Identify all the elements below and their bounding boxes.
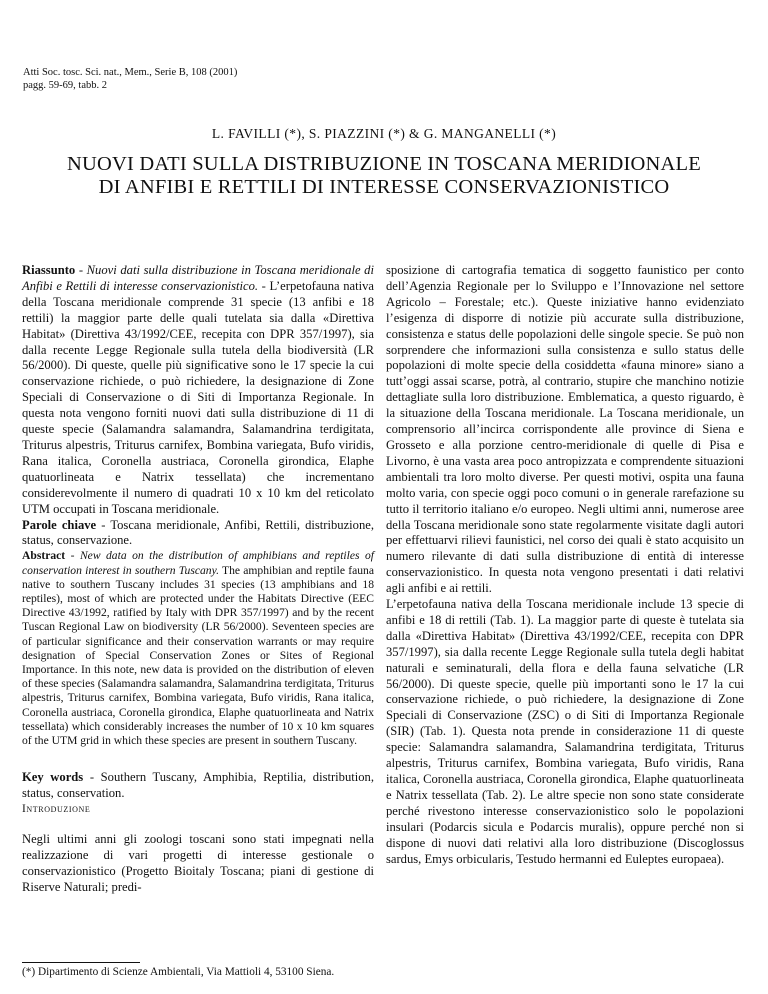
abstract-body: The amphibian and reptile fauna native to southern Tuscany includes 31 species (13 amphibians and 18 reptiles), most of which are protected under the Habitats Directive (EEC Directive 43/1992, ratified by Italy with DPR 357/1997) and by the recent Tuscan Regional Law on biodiversity (LR 56/2000). Seventeen species are of particular significance and their conservation warrants or may require designation of Special Conservation Zones or Sites of Regional Importance. In this note, new data is provided on the distribution of eleven of these species (Salamandra salamandra, Salamandrina terdigitata, Triturus alpestris, Triturus carnifex, Bombina variegata, Bufo viridis, Rana italica, Coronella austriaca, Coronella girondica, Elaphe quatuorlineata and Natrix tessellata) which considerably increases the number of 10 x 10 km squares of the UTM grid in which these species are present in southern Tuscany. [22,563,374,747]
riassunto-title: Nuovi dati sulla distribuzione in Toscana meridionale di Anfibi e Rettili di interesse conservazionistico. [22,263,374,293]
journal-citation [23,66,323,92]
left-column [22,263,374,896]
journal-line-1: Atti Soc. tosc. Sci. nat., Mem., Serie B, 108 (2001) [23,67,238,78]
riassunto-paragraph: Riassunto - Nuovi dati sulla distribuzione in Toscana meridionale di Anfibi e Rettili di interesse conservazionistico. - L’erpetofauna nativa della Toscana meridionale comprende 31 specie (13 anfibi e 18 rettili) la maggior parte delle quali tutelata sia dalla «Direttiva Habitat» (Direttiva 43/1992/CEE, recepita con DPR 357/1997), sia dalla recente Legge Regionale sulla tutela della biodiversità (LR 56/2000). Di queste, quelle più significative sono le 17 specie la cui conservazione richiede, o può richiedere, la designazione di Zone Speciali di Conservazione o di Siti di Importanza Regionale. In questa nota vengono forniti nuovi dati sulla distribuzione di 11 di queste specie (Salamandra salamandra, Salamandrina terdigitata, Triturus alpestris, Triturus carnifex, Bombina variegata, Bufo viridis, Rana italica, Coronella austriaca, Coronella girondica, Elaphe quatuorlineata e Natrix tessellata) che incrementano considerevolmente il numero di quadrati 10 x 10 km del reticolato UTM occupati in Toscana meridionale. [22,263,374,516]
footnote-divider [22,962,140,963]
riassunto-body: L’erpetofauna nativa della Toscana meridionale comprende 31 specie (13 anfibi e 18 rettili) la maggior parte delle quali tutelata sia dalla «Direttiva Habitat» (Direttiva 43/1992/CEE, recepita con DPR 357/1997), sia dalla recente Legge Regionale sulla tutela della biodiversità (LR 56/2000). Di queste, quelle più significative sono le 17 specie la cui conservazione richiede, o può richiedere, la designazione di Zone Speciali di Conservazione o di Siti di Importanza Regionale. In questa nota vengono forniti nuovi dati sulla distribuzione di 11 di queste specie (Salamandra salamandra, Salamandrina terdigitata, Triturus alpestris, Triturus carnifex, Bombina variegata, Bufo viridis, Rana italica, Coronella austriaca, Coronella girondica, Elaphe quatuorlineata e Natrix tessellata) che incrementano considerevolmente il numero di quadrati 10 x 10 km del reticolato UTM occupati in Toscana meridionale. [22,278,374,516]
paper-title [20,153,748,199]
introduzione-heading-text: Introduzione [22,802,91,815]
footnote-affiliation: (*) Dipartimento di Scienze Ambientali, Via Mattioli 4, 53100 Siena. [22,966,335,978]
abstract-title: New data on the distribution of amphibians and reptiles of conservation interest in southern Tuscany. [22,549,374,577]
introduzione-paragraph: Negli ultimi anni gli zoologi toscani sono stati impegnati nella realizzazione di vari progetti di interesse gestionale o conservazionistico (Progetto Bioitaly Toscana; piani di gestione di Riserve Naturali; predi- [22,831,374,894]
paper-title-line-1: NUOVI DATI SULLA DISTRIBUZIONE IN TOSCANA MERIDIONALE [67,153,701,175]
journal-line-2: pagg. 59-69, tabb. 2 [23,80,107,91]
key-words-label: Key words [22,770,84,785]
right-column [386,263,744,867]
riassunto-label: Riassunto [22,263,76,277]
abstract-label: Abstract [22,549,66,563]
abstract-paragraph: Abstract - New data on the distribution of amphibians and reptiles of conservation interest in southern Tuscany. The amphibian and reptile fauna native to southern Tuscany includes 31 species (13 amphibians and 18 reptiles), most of which are protected under the Habitats Directive (EEC Directive 43/1992, ratified by Italy with DPR 357/1997) and by the recent Tuscan Regional Law on biodiversity (LR 56/2000). Seventeen species are of particular significance and their conservation warrants or may require designation of Special Conservation Zones or Sites of Regional Importance. In this note, new data is provided on the distribution of eleven of these species (Salamandra salamandra, Salamandrina terdigitata, Triturus alpestris, Triturus carnifex, Bombina variegata, Bufo viridis, Rana italica, Coronella austriaca, Coronella girondica, Elaphe quatuorlineata and Natrix tessellata) which considerably increases the number of 10 x 10 km squares of the UTM grid in which these species are present in southern Tuscany. [22,549,374,747]
key-words-paragraph: Key words - Southern Tuscany, Amphibia, Reptilia, distribution, status, conservation. [22,770,374,801]
body-paragraph-2: L’erpetofauna nativa della Toscana meridionale include 13 specie di anfibi e 18 di rettili (Tab. 1). La maggior parte di queste è tutelata sia dalla «Direttiva Habitat» (Direttiva 43/1992/CEE, recepita con DPR 357/1997), sia dalla recente Legge Regionale sulla tutela degli habitat naturali e seminaturali, della flora e della fauna selvatiche (LR 56/2000). Di queste specie, quelle più importanti sono le 17 la cui conservazione richiede, o può richiedere, la designazione di Zone Speciali di Conservazione (ZSC) o di Siti di Importanza Regionale (SIR) (Tab. 1). Questa nota prende in considerazione 11 di queste specie: Salamandra salamandra, Salamandrina terdigitata, Triturus alpestris, Triturus carnifex, Bombina variegata, Bufo viridis, Rana italica, Coronella austriaca, Coronella girondica, Elaphe quatuorlineata e Natrix tessellata (Tab. 2). Le altre specie non sono state considerate perché rivestono interesse conservazionistico solo le popolazioni insulari (Podarcis sicula e Podarcis muralis), oppure perché non si dispone di nuovi dati relativi alla loro distribuzione (Discoglossus sardus, Emys orbicularis, Testudo hermanni ed Euleptes europaea). [386,597,744,866]
body-paragraph-1: sposizione di cartografia tematica di soggetto faunistico per conto dell’Agenzia Regionale per lo Sviluppo e l’Innovazione nel settore Agricolo – Forestale; etc.). Queste iniziative hanno evidenziato l’esigenza di disporre di notizie più accurate sulla distribuzione, consistenza e status delle popolazioni delle singole specie. Se può non sorprendere che informazioni sulla consistenza e sullo status delle popolazioni di molte specie della cosiddetta «fauna minore» siano a tutt’oggi assai scarse, potrà, al contrario, stupire che manchino notizie dettagliate sulla loro distribuzione. Emblematica, a questo riguardo, è la situazione della Toscana meridionale. La Toscana meridionale, un comprensorio all’incirca corrispondente alle province di Siena e Grosseto e alla porzione centro-meridionale di quelle di Pisa e Livorno, è una vasta area poco antropizzata e comprendente situazioni ambientali tra loro molto diverse. Per questi motivi, ospita una fauna molto varia, con specie oggi poco comuni o in generale rarefazione su tutto il territorio italiano e/o europeo. Negli ultimi anni, numerose aree della Toscana meridionale sono state regolarmente visitate dagli autori per effettuarvi rilievi faunistici, nel corso dei quali è stato acquisito un numero rilevante di dati sulla distribuzione di entità di interesse conservazionistico. In questa nota vengono presentati i dati relativi agli anfibi e ai rettili. [386,263,744,596]
key-words-body: Southern Tuscany, Amphibia, Reptilia, distribution, status, conservation. [22,770,374,801]
parole-chiave-paragraph: Parole chiave - Toscana meridionale, Anfibi, Rettili, distribuzione, status, conservazione. [22,517,374,548]
paper-title-line-2: DI ANFIBI E RETTILI DI INTERESSE CONSERVAZIONISTICO [98,176,670,198]
parole-chiave-label: Parole chiave [22,517,97,532]
section-heading-introduzione [22,802,374,818]
author-list: L. FAVILLI (*), S. PIAZZINI (*) & G. MANGANELLI (*) [211,126,557,141]
parole-chiave-body: Toscana meridionale, Anfibi, Rettili, distribuzione, status, conservazione. [22,517,374,548]
